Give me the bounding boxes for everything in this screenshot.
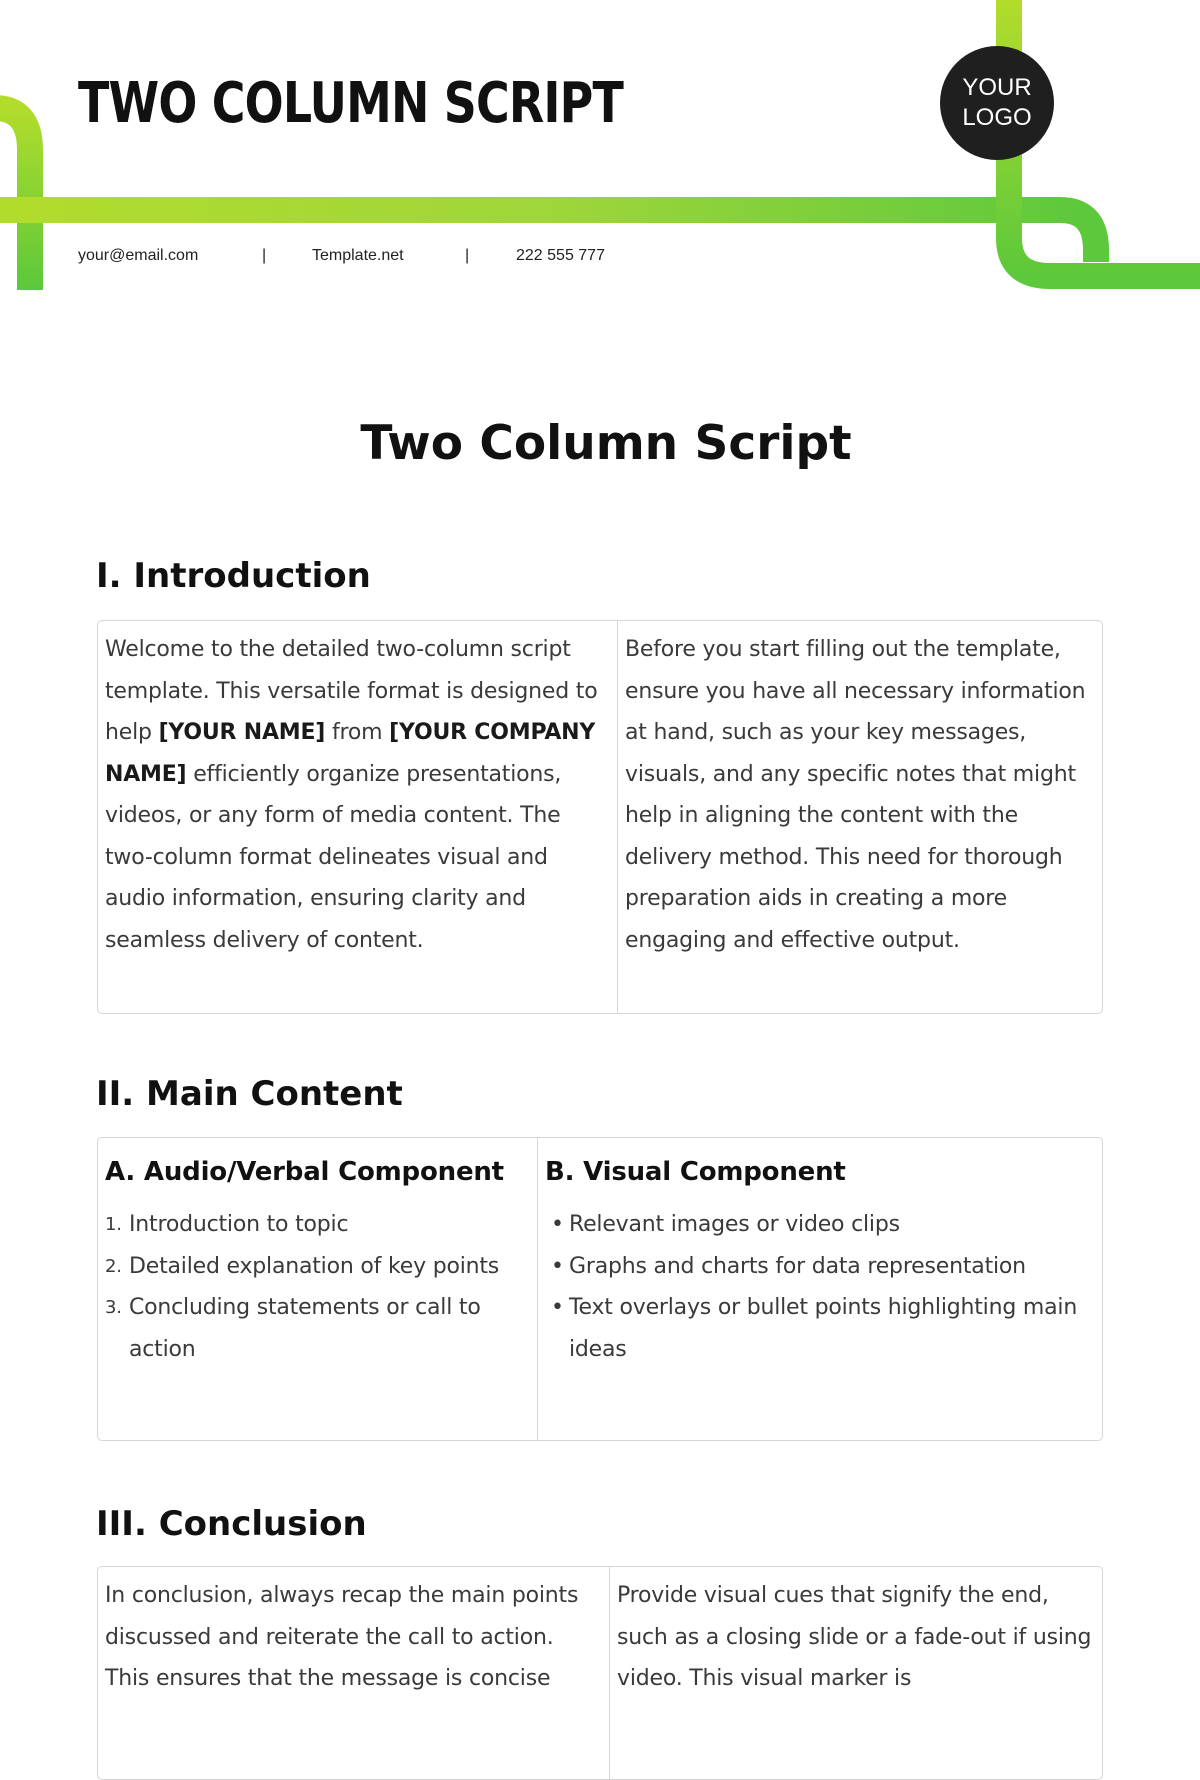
introduction-right-text: Before you start filling out the template, ensure you have all necessary information at hand, such as your key messages, visuals, and any specific notes that might help in aligning the content with the delivery method. This need for thorough preparation aids in creating a more engaging and effective output. bbox=[625, 637, 1086, 953]
introduction-table bbox=[97, 620, 1103, 1014]
placeholder-your-name: [YOUR NAME] bbox=[158, 720, 326, 745]
conclusion-right-cell bbox=[609, 1567, 1102, 1779]
bullet-icon: • bbox=[551, 1295, 564, 1320]
contact-separator: | bbox=[465, 247, 470, 264]
audio-component-heading: A. Audio/Verbal Component bbox=[105, 1157, 504, 1187]
main-content-table bbox=[97, 1137, 1103, 1441]
conclusion-table bbox=[97, 1566, 1103, 1780]
conclusion-left-text: In conclusion, always recap the main points discussed and reiterate the call to action. This ensures that the message is concise bbox=[105, 1583, 579, 1691]
visual-component-heading: B. Visual Component bbox=[545, 1157, 846, 1187]
section-heading-main-content: II. Main Content bbox=[96, 1074, 403, 1114]
placeholder-company-name: [YOUR COMPANY NAME] bbox=[105, 720, 596, 787]
bullet-icon: • bbox=[551, 1253, 564, 1279]
bullet-icon: • bbox=[551, 1212, 564, 1237]
introduction-right-cell bbox=[617, 621, 1102, 1013]
list-item: • Graphs and charts for data representation bbox=[545, 1246, 1096, 1288]
list-item: 3. Concluding statements or call to action bbox=[105, 1295, 481, 1362]
conclusion-right-text: Provide visual cues that signify the end, such as a closing slide or a fade-out if using video. This visual marker is bbox=[617, 1583, 1092, 1691]
list-item: • Text overlays or bullet points highlighting main ideas bbox=[545, 1287, 1096, 1370]
brand-title: TWO COLUMN SCRIPT bbox=[78, 71, 624, 136]
page-header bbox=[0, 0, 1200, 300]
conclusion-left-cell bbox=[98, 1567, 609, 1779]
section-heading-introduction: I. Introduction bbox=[96, 556, 371, 596]
logo-line-1: YOUR bbox=[962, 74, 1032, 101]
contact-website: Template.net bbox=[312, 247, 404, 264]
list-item: 2. Detailed explanation of key points bbox=[105, 1253, 500, 1279]
logo-line-2: LOGO bbox=[962, 104, 1032, 131]
contact-separator: | bbox=[262, 247, 267, 264]
audio-component-cell bbox=[98, 1138, 537, 1440]
introduction-left-text: Welcome to the detailed two-column script template. This versatile format is designed to help [YOUR NAME] from [YOUR COMPANY NAME] efficiently organize presentations, videos, or any form of media content. The two-column format delineates visual and audio information, ensuring clarity and seamless delivery of content. bbox=[105, 637, 598, 953]
contact-phone: 222 555 777 bbox=[516, 247, 605, 264]
list-item: 1. Introduction to topic bbox=[105, 1212, 349, 1237]
audio-component-list bbox=[105, 1204, 531, 1370]
document-title: Two Column Script bbox=[360, 416, 852, 471]
company-logo bbox=[940, 46, 1054, 160]
visual-component-cell bbox=[537, 1138, 1102, 1440]
introduction-left-cell bbox=[98, 621, 617, 1013]
contact-email: your@email.com bbox=[78, 247, 199, 264]
list-item: • Relevant images or video clips bbox=[545, 1204, 1096, 1246]
visual-component-list bbox=[545, 1204, 1096, 1370]
section-heading-conclusion: III. Conclusion bbox=[96, 1504, 367, 1544]
